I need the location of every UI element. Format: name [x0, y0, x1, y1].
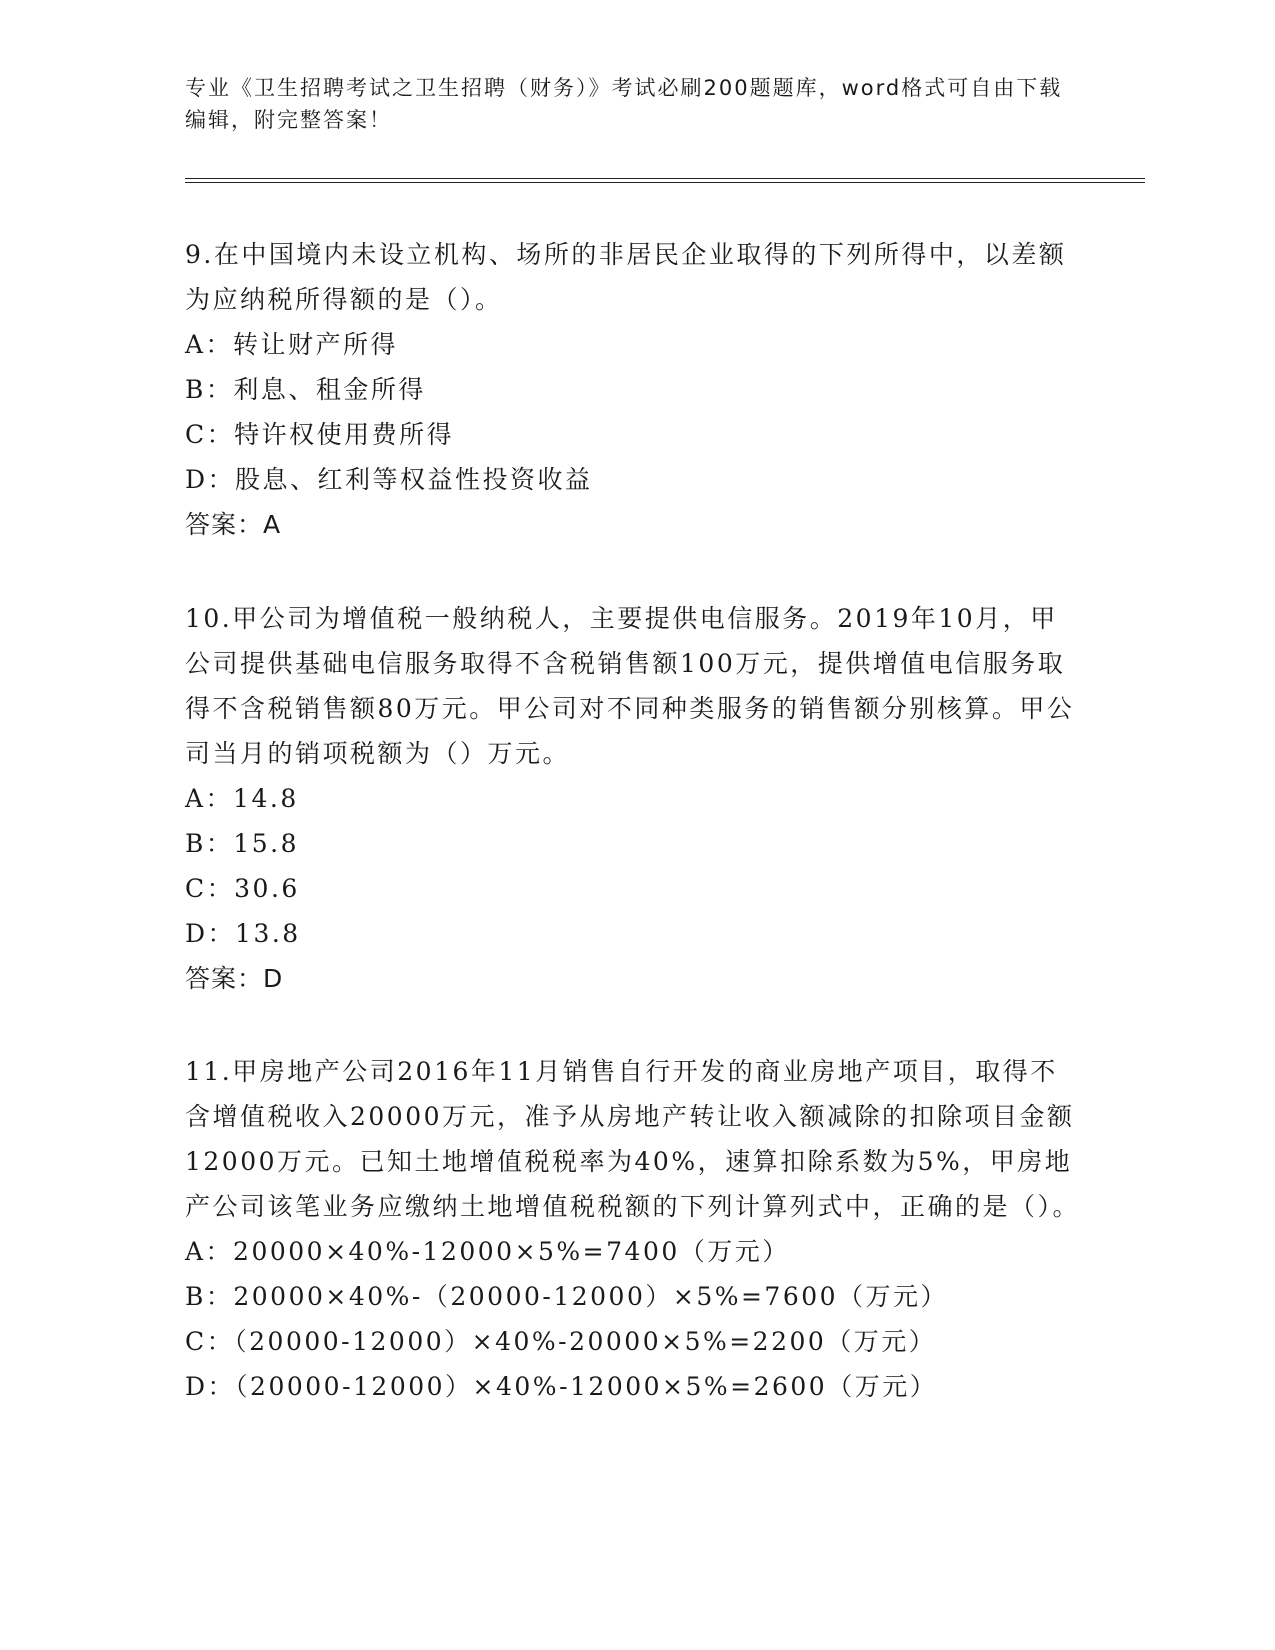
option-c: C：特许权使用费所得	[185, 420, 455, 449]
question-11	[185, 1049, 1085, 1409]
document-header: 专业《卫生招聘考试之卫生招聘（财务）》考试必刷200题题库，word格式可自由下载编辑，附完整答案！	[185, 76, 1063, 132]
header-divider-bottom	[185, 182, 1145, 183]
option-b: B：20000×40%-（20000-12000）×5%=7600（万元）	[185, 1282, 949, 1311]
option-d: D：（20000-12000）×40%-12000×5%=2600（万元）	[185, 1372, 938, 1401]
option-c: C：（20000-12000）×40%-20000×5%=2200（万元）	[185, 1327, 937, 1356]
option-a: A：转让财产所得	[185, 330, 399, 359]
question-10	[185, 596, 1085, 1001]
option-c: C：30.6	[185, 874, 300, 903]
question-stem: 9.在中国境内未设立机构、场所的非居民企业取得的下列所得中，以差额为应纳税所得额的是（）。	[185, 240, 1067, 314]
option-d: D：股息、红利等权益性投资收益	[185, 465, 593, 494]
header-divider-top	[185, 178, 1145, 179]
option-a: A：14.8	[185, 784, 299, 813]
question-stem: 10.甲公司为增值税一般纳税人，主要提供电信服务。2019年10月，甲公司提供基础电信服务取得不含税销售额100万元，提供增值电信服务取得不含税销售额80万元。甲公司对不同种类服务的销售额分别核算。甲公司当月的销项税额为（）万元。	[185, 604, 1075, 768]
question-9	[185, 232, 1085, 547]
option-b: B：利息、租金所得	[185, 375, 426, 404]
option-a: A：20000×40%-12000×5%=7400（万元）	[185, 1237, 790, 1266]
answer: 答案：A	[185, 510, 282, 539]
option-b: B：15.8	[185, 829, 300, 858]
question-stem: 11.甲房地产公司2016年11月销售自行开发的商业房地产项目，取得不含增值税收入20000万元，准予从房地产转让收入额减除的扣除项目金额12000万元。已知土地增值税税率为40%，速算扣除系数为5%，甲房地产公司该笔业务应缴纳土地增值税税额的下列计算列式中，正确的是（）。	[185, 1057, 1081, 1221]
option-d: D：13.8	[185, 919, 301, 948]
answer: 答案：D	[185, 964, 284, 993]
